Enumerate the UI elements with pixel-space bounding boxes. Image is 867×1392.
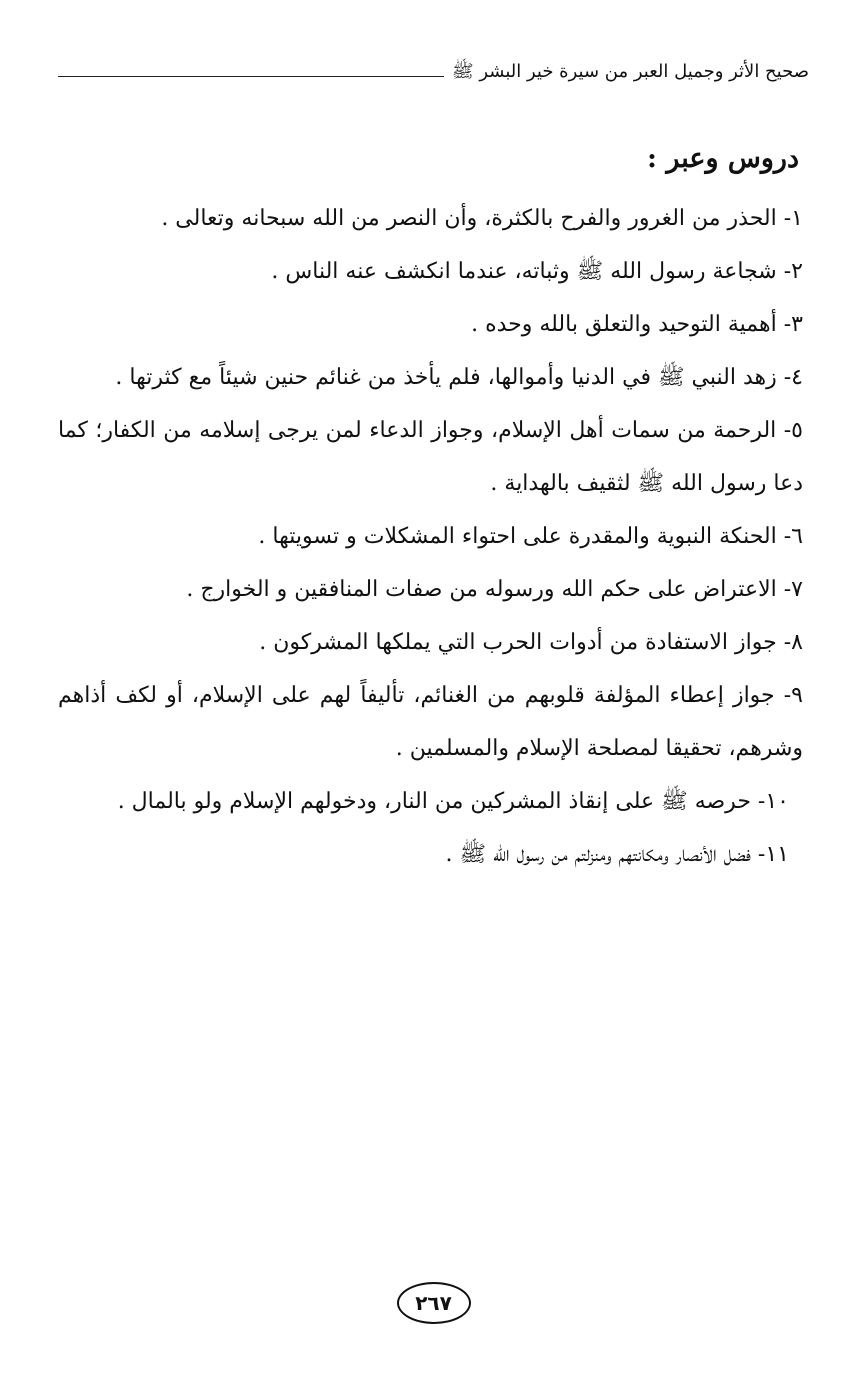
header-rule <box>58 76 444 77</box>
running-header <box>58 58 809 88</box>
page-number: ٢٦٧ <box>397 1282 471 1324</box>
section-heading: دروس وعبر : <box>646 143 799 174</box>
lesson-item-9: ٩- جواز إعطاء المؤلفة قلوبهم من الغنائم، تأليفاً لهم على الإسلام، أو لكف أذاهم وشرهم، تحقيقا لمصلحة الإسلام والمسلمين . <box>58 682 803 761</box>
page-content <box>58 140 803 881</box>
lesson-item-6: ٦- الحنكة النبوية والمقدرة على احتواء المشكلات و تسويتها . <box>258 523 803 549</box>
lesson-item-8: ٨- جواز الاستفادة من أدوات الحرب التي يملكها المشركون . <box>259 629 803 655</box>
running-title: صحيح الأثر وجميل العبر من سيرة خير البشر ﷺ <box>451 61 809 82</box>
lesson-item-7: ٧- الاعتراض على حكم الله ورسوله من صفات المنافقين و الخوارج . <box>186 576 803 602</box>
lesson-item-5: ٥- الرحمة من سمات أهل الإسلام، وجواز الدعاء لمن يرجى إسلامه من الكفار؛ كما دعا رسول الله ﷺ لثقيف بالهداية . <box>58 417 803 496</box>
lesson-item-11: ١١- فضل الأنصار ومكانتهم ومنزلتم من رسول الله ﷺ . <box>445 841 789 867</box>
page-footer <box>0 1282 867 1324</box>
lesson-item-1: ١- الحذر من الغرور والفرح بالكثرة، وأن النصر من الله سبحانه وتعالى . <box>161 205 803 231</box>
lesson-item-3: ٣- أهمية التوحيد والتعلق بالله وحده . <box>471 311 803 337</box>
lesson-item-4: ٤- زهد النبي ﷺ في الدنيا وأموالها، فلم يأخذ من غنائم حنين شيئاً مع كثرتها . <box>115 364 803 390</box>
lesson-item-10: ١٠- حرصه ﷺ على إنقاذ المشركين من النار، ودخولهم الإسلام ولو بالمال . <box>117 788 789 814</box>
lesson-item-2: ٢- شجاعة رسول الله ﷺ وثباته، عندما انكشف عنه الناس . <box>271 258 803 284</box>
lesson-list <box>58 192 803 881</box>
